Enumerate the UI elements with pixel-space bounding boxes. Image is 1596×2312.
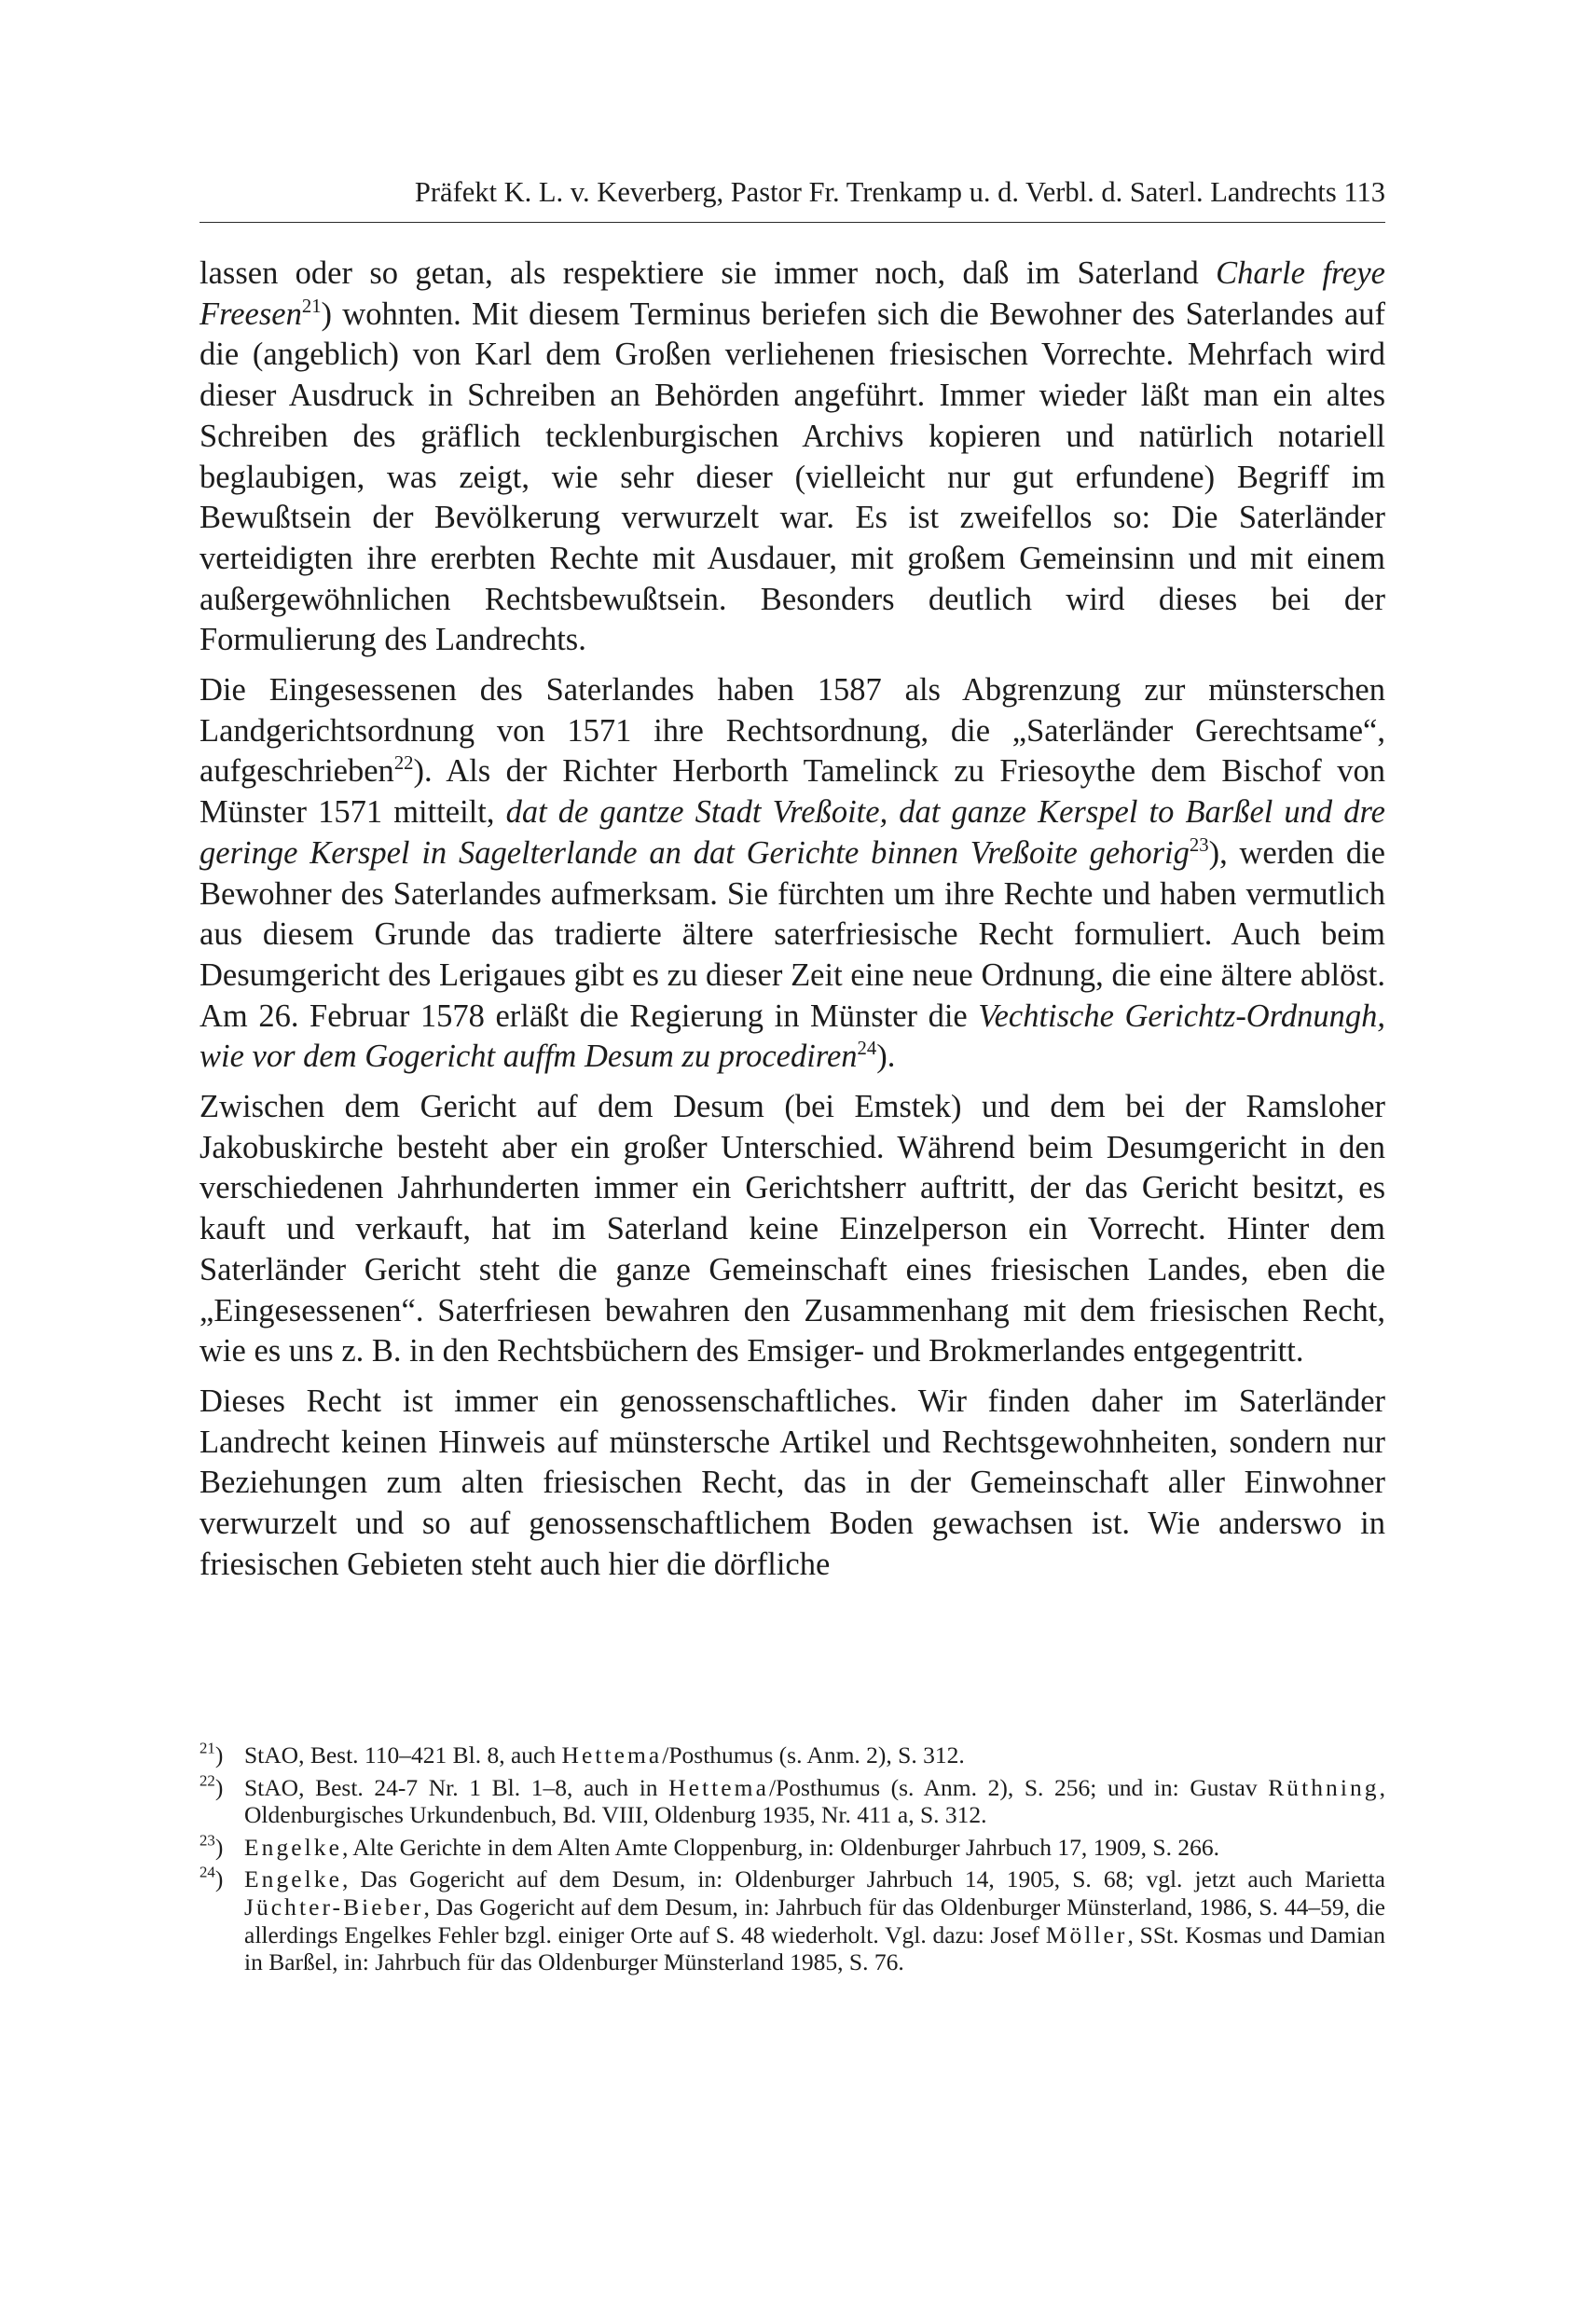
- text-run: ), werden die Bewohner des Saterlandes aufmerksam. Sie fürchten um ihre Rechte und haben vermutlich aus diesem Grunde das tradierte ältere saterfriesische Recht formuliert. Auch beim Desumgericht des Lerigaues gibt es zu dieser Zeit eine neue Ordnung, die eine ältere ablöst. Am 26. Februar 1578 erläßt die Regierung in Münster die: [200, 834, 1385, 1034]
- footnote-text: [244, 1865, 1385, 1975]
- author-name: Hettema: [561, 1741, 663, 1768]
- footnote-23: [200, 1831, 1385, 1862]
- text-run: ). Als der Richter Herborth Tamelinck zu Friesoythe dem Bischof von Münster 1571 mitteilt,: [200, 753, 1385, 831]
- footnote-number: 22: [200, 1771, 215, 1790]
- author-name: Engelke: [244, 1865, 342, 1893]
- text-run: /Posthumus (s. Anm. 2), S. 312.: [662, 1741, 965, 1768]
- footnote-text: [244, 1774, 1385, 1829]
- paragraph-2: [200, 670, 1385, 1078]
- footnote-ref-22: 22: [393, 753, 414, 775]
- header-rule: [200, 222, 1385, 223]
- text-run: /Posthumus (s. Anm. 2), S. 256; und in: Gustav: [768, 1773, 1269, 1801]
- footnote-text: [244, 1741, 1385, 1769]
- text-run: StAO, Best. 24-7 Nr. 1 Bl. 1–8, auch in: [244, 1773, 669, 1801]
- footnote-number: 21: [200, 1739, 215, 1757]
- author-name: Jüchter-Bieber: [244, 1892, 424, 1920]
- footnote-text: [244, 1834, 1385, 1862]
- running-title: Präfekt K. L. v. Keverberg, Pastor Fr. Trenkamp u. d. Verbl. d. Saterl. Landrechts: [414, 176, 1337, 208]
- text-run: , Das Gogericht auf dem Desum, in: Oldenburger Jahrbuch 14, 1905, S. 68; vgl. jetzt auch Marietta: [341, 1865, 1385, 1893]
- paragraph-1: [200, 254, 1385, 661]
- text-run: lassen oder so getan, als respektiere sie immer noch, daß im Saterland: [200, 255, 1217, 291]
- quoted-phrase: dat de gantze Stadt Vreßoite, dat ganze Kerspel to Barßel und dre geringe Kerspel in Sagelterlande an dat Gerichte binnen Vreßoite gehorig: [200, 794, 1385, 871]
- author-name: Engelke: [244, 1833, 342, 1861]
- footnote-21: [200, 1741, 1385, 1769]
- footnote-number: 24: [200, 1863, 215, 1881]
- footnote-marker: $^{21}$): [200, 1739, 224, 1768]
- footnote-ref-24: 24: [857, 1039, 877, 1060]
- footnote-marker: $^{23}$): [200, 1831, 224, 1861]
- footnote-24: [200, 1865, 1385, 1975]
- quoted-phrase: Vechtische Gerichtz-Ordnungh, wie vor dem Gogericht auffm Desum zu procediren: [200, 998, 1385, 1075]
- quoted-phrase: Charle freye Freesen: [200, 255, 1385, 332]
- body-text: [200, 254, 1385, 1595]
- running-head: [200, 173, 1385, 211]
- footnote-22: [200, 1771, 1385, 1829]
- text-run: Die Eingesessenen des Saterlandes haben 1587 als Abgrenzung zur münsterschen Landgerichtsordnung von 1571 ihre Rechtsordnung, die „Saterländer Gerechtsame“, aufgeschrieben: [200, 672, 1385, 790]
- footnote-ref-23: 23: [1189, 835, 1209, 857]
- author-name: Hettema: [668, 1773, 769, 1801]
- footnote-marker: $^{22}$): [200, 1771, 224, 1801]
- page-number: 113: [1343, 176, 1385, 208]
- footnote-number: 23: [200, 1831, 215, 1850]
- text-run: ) wohnten. Mit diesem Terminus beriefen sich die Bewohner des Saterlandes auf die (angeblich) von Karl dem Großen verliehenen friesischen Vorrechte. Mehrfach wird dieser Ausdruck in Schreiben an Behörden angeführt. Immer wieder läßt man ein altes Schreiben des gräflich tecklenburgischen Archivs kopieren und natürlich notariell beglaubigen, was zeigt, wie sehr dieser (vielleicht nur gut erfundene) Begriff im Bewußtsein der Bevölkerung verwurzelt war. Es ist zweifellos so: Die Saterländer verteidigten ihre ererbten Rechte mit Ausdauer, mit großem Gemeinsinn und mit einem außergewöhnlichen Rechtsbewußtsein. Besonders deutlich wird dieses bei der Formulierung des Landrechts.: [200, 296, 1385, 658]
- text-run: , Alte Gerichte in dem Alten Amte Cloppenburg, in: Oldenburger Jahrbuch 17, 1909, S. 266.: [341, 1833, 1219, 1861]
- paragraph-3: Zwischen dem Gericht auf dem Desum (bei Emstek) und dem bei der Ramsloher Jakobuskirche besteht aber ein großer Unterschied. Während beim Desumgericht in den verschiedenen Jahrhunderten immer ein Gerichtsherr auftritt, der das Gericht besitzt, es kauft und verkauft, hat im Saterland keine Einzelperson ein Vorrecht. Hinter dem Saterländer Gericht steht die ganze Gemeinschaft eines friesischen Landes, eben die „Eingesessenen“. Saterfriesen bewahren den Zusammenhang mit dem friesischen Recht, wie es uns z. B. in den Rechtsbüchern des Emsiger- und Brokmerlandes entgegentritt.: [200, 1089, 1385, 1369]
- footnotes: [200, 1741, 1385, 1981]
- author-name: Rüthning: [1268, 1773, 1380, 1801]
- text-run: , SSt. Kosmas und Damian in Barßel, in: Jahrbuch für das Oldenburger Münsterland 1985, S. 76.: [244, 1920, 1385, 1976]
- footnote-marker: $^{24}$): [200, 1863, 224, 1893]
- text-run: , Das Gogericht auf dem Desum, in: Jahrbuch für das Oldenburger Münsterland, 1986, S. 44–59, die allerdings Engelkes Fehler bzgl. einiger Orte auf S. 48 wiederholt. Vgl. dazu: Josef: [244, 1892, 1385, 1948]
- text-run: StAO, Best. 110–421 Bl. 8, auch: [244, 1741, 562, 1768]
- text-run: , Oldenburgisches Urkundenbuch, Bd. VIII, Oldenburg 1935, Nr. 411 a, S. 312.: [244, 1773, 1385, 1829]
- text-run: ).: [876, 1039, 896, 1075]
- paragraph-4: Dieses Recht ist immer ein genossenschaftliches. Wir finden daher im Saterländer Landrecht keinen Hinweis auf münstersche Artikel und Rechtsgewohnheiten, sondern nur Beziehungen zum alten friesischen Recht, das in der Gemeinschaft aller Einwohner verwurzelt und so auf genossenschaftlichem Boden gewachsen ist. Wie anderswo in friesischen Gebieten steht auch hier die dörfliche: [200, 1383, 1385, 1582]
- author-name: Möller: [1045, 1920, 1128, 1948]
- footnote-ref-21: 21: [301, 296, 322, 317]
